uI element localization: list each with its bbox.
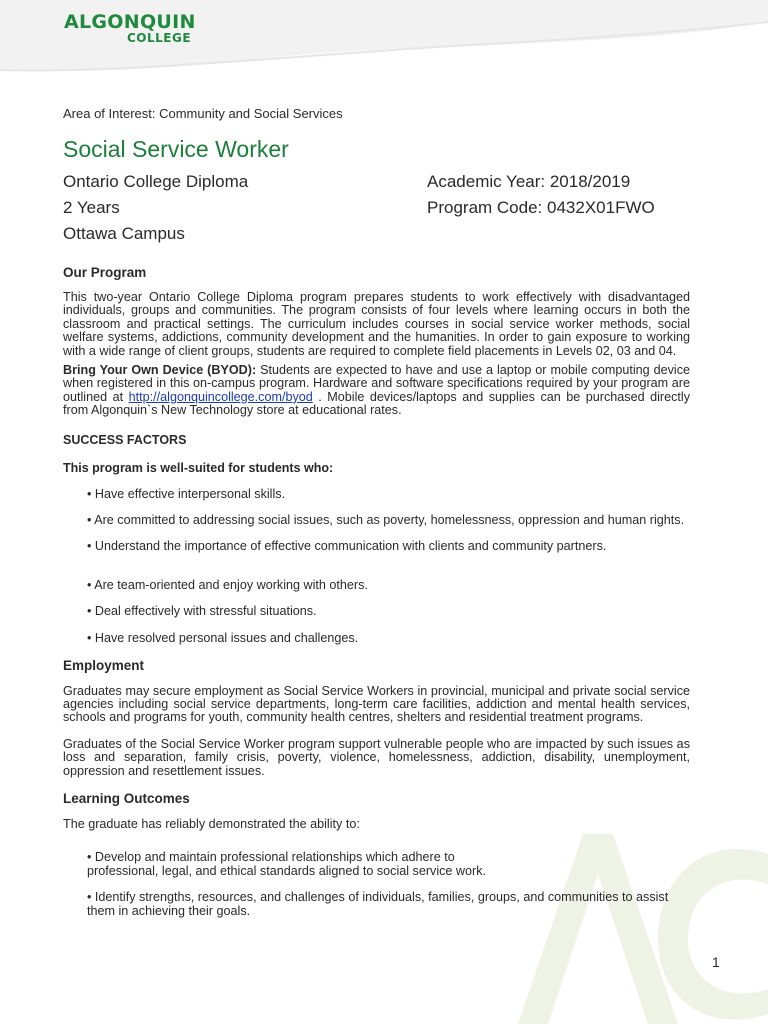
page-number: 1 bbox=[712, 954, 720, 970]
success-factors-heading: SUCCESS FACTORS bbox=[63, 432, 187, 447]
byod-paragraph bbox=[63, 364, 690, 418]
learning-outcomes-list bbox=[63, 850, 690, 918]
program-duration: 2 Years bbox=[63, 198, 120, 217]
byod-link[interactable]: http://algonquincollege.com/byod bbox=[128, 389, 313, 404]
learning-outcomes-heading: Learning Outcomes bbox=[63, 791, 190, 807]
list-item: • Develop and maintain professional relationships which adhere to professional, legal, and ethical standards aligned to social service work. bbox=[87, 849, 487, 878]
area-of-interest: Area of Interest: Community and Social Services bbox=[63, 106, 343, 121]
document-body bbox=[63, 106, 690, 918]
success-factors-list bbox=[63, 487, 690, 645]
list-item: • Have effective interpersonal skills. bbox=[87, 486, 286, 501]
academic-year: Academic Year: 2018/2019 bbox=[427, 172, 631, 191]
logo-subtext: COLLEGE bbox=[127, 31, 192, 45]
success-factors-subheading: This program is well-suited for students who: bbox=[63, 460, 334, 475]
employment-heading: Employment bbox=[63, 657, 145, 673]
campus: Ottawa Campus bbox=[63, 224, 185, 243]
byod-text-1: Students are expected to have and use a laptop or mobile computing device when registered in this on-campus program. Hardware and software specifications required by your program are outlined at bbox=[63, 363, 690, 404]
program-meta bbox=[63, 169, 690, 247]
program-meta-right bbox=[427, 169, 655, 247]
program-meta-left bbox=[63, 169, 427, 247]
program-code: Program Code: 0432X01FWO bbox=[427, 198, 655, 217]
list-item: • Identify strengths, resources, and challenges of individuals, families, groups, and communities to assist them in achieving their goals. bbox=[87, 889, 669, 918]
list-item: • Have resolved personal issues and challenges. bbox=[87, 630, 359, 645]
our-program-heading: Our Program bbox=[63, 265, 147, 280]
byod-text-2: . Mobile devices/laptops and supplies can be purchased directly from Algonquin`s New Technology store at educational rates. bbox=[63, 389, 690, 418]
employment-paragraph: Graduates may secure employment as Social Service Workers in provincial, municipal and private social service agencies including social service departments, long-term care facilities, addiction and mental health services, schools and programs for youth, community health centres, shelters and residential treatment programs. bbox=[63, 683, 690, 725]
list-item: • Deal effectively with stressful situations. bbox=[87, 603, 317, 618]
credential-type: Ontario College Diploma bbox=[63, 172, 249, 191]
byod-label: Bring Your Own Device (BYOD): bbox=[63, 363, 257, 378]
list-item: • Understand the importance of effective communication with clients and community partners. bbox=[87, 538, 607, 553]
logo-wordmark: ALGONQUIN bbox=[64, 11, 196, 33]
our-program-paragraph: This two-year Ontario College Diploma program prepares students to work effectively with disadvantaged individuals, groups and communities. The program consists of four levels where learning occurs in both the classroom and practical settings. The curriculum includes courses in social service worker methods, social welfare systems, addictions, community development and the humanities. In order to gain exposure to working with a wide range of client groups, students are required to complete field placements in Levels 02, 03 and 04. bbox=[63, 290, 690, 358]
learning-outcomes-intro: The graduate has reliably demonstrated the ability to: bbox=[63, 817, 360, 832]
list-item: • Are committed to addressing social issues, such as poverty, homelessness, oppression and human rights. bbox=[87, 512, 685, 527]
employment-paragraph: Graduates of the Social Service Worker program support vulnerable people who are impacted by such issues as loss and separation, family crisis, poverty, violence, homelessness, addiction, disability, unemployment, oppression and resettlement issues. bbox=[63, 736, 690, 778]
page-title: Social Service Worker bbox=[63, 136, 289, 162]
list-item: • Are team-oriented and enjoy working with others. bbox=[87, 577, 368, 592]
algonquin-college-logo bbox=[64, 12, 196, 44]
